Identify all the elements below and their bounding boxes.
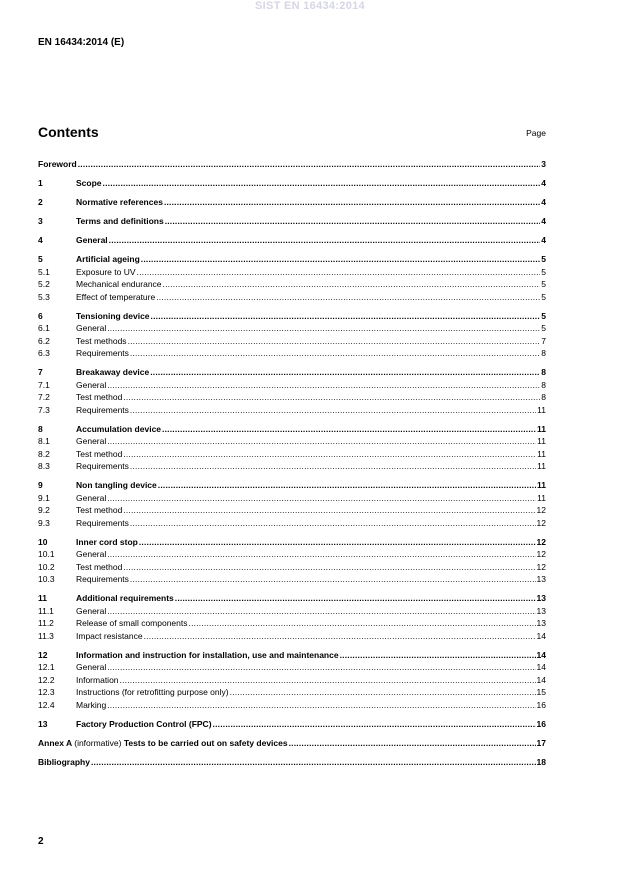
toc-entry[interactable] [38, 403, 546, 415]
toc-entry-page: 13 [536, 574, 546, 584]
table-of-contents [38, 0, 546, 877]
toc-entry-page: 4 [541, 216, 546, 226]
toc-entry-title: Requirements [76, 404, 129, 415]
toc-entry-title: Requirements [76, 574, 129, 584]
page-column-label: Page [526, 128, 546, 138]
toc-entry-title: Factory Production Control (FPC) [76, 718, 212, 729]
toc-entry-page: 14 [536, 662, 546, 672]
toc-entry[interactable] [38, 459, 546, 471]
toc-leader-dots [130, 348, 540, 358]
toc-entry[interactable] [38, 535, 546, 547]
toc-entry-number: 6.1 [38, 323, 50, 333]
toc-leader-dots [130, 518, 536, 528]
toc-entry-title: General [76, 549, 107, 559]
toc-entry-title: General [76, 662, 107, 672]
toc-entry-title: General [76, 492, 107, 503]
toc-leader-dots [141, 254, 541, 264]
toc-entry-page: 14 [536, 630, 546, 641]
toc-entry-page: 5 [541, 266, 546, 277]
toc-entry-number: 7 [38, 367, 43, 377]
toc-entry[interactable] [38, 252, 546, 264]
toc-entry-page: 13 [536, 605, 546, 616]
toc-entry-title: Breakaway device [76, 367, 150, 377]
toc-entry-title: Accumulation device [76, 423, 162, 434]
toc-entry-number: 9.2 [38, 505, 50, 515]
toc-entry[interactable] [38, 516, 546, 528]
toc-entry-title: Release of small components [76, 618, 188, 628]
toc-entry-page: 15 [536, 687, 546, 697]
toc-leader-dots [123, 505, 535, 515]
toc-leader-dots [213, 719, 536, 729]
toc-entry-page: 16 [536, 718, 546, 729]
toc-entry-title: General [76, 235, 108, 245]
toc-leader-dots [107, 606, 535, 616]
toc-entry-number: 5 [38, 254, 43, 264]
toc-leader-dots [107, 549, 535, 559]
toc-leader-dots [289, 738, 536, 748]
toc-entry-page: 13 [536, 618, 546, 628]
toc-entry-number: 4 [38, 235, 43, 245]
toc-entry-number: 11 [38, 593, 47, 603]
toc-entry[interactable] [38, 698, 546, 710]
toc-entry-number: 2 [38, 197, 43, 207]
contents-title: Contents [38, 124, 99, 140]
toc-entry-number: 8.1 [38, 436, 50, 446]
toc-entry-number: 10.2 [38, 561, 55, 572]
toc-entry-page: 5 [541, 323, 546, 333]
toc-entry-page: 8 [541, 379, 546, 390]
toc-entry-page: 4 [541, 235, 546, 245]
toc-entry[interactable] [38, 265, 546, 277]
toc-entry-page: 12 [536, 549, 546, 559]
toc-entry[interactable] [38, 195, 546, 207]
toc-entry-page: 11 [537, 461, 546, 471]
toc-leader-dots [107, 436, 536, 446]
toc-entry-title: Exposure to UV [76, 266, 136, 277]
toc-entry[interactable] [38, 660, 546, 672]
toc-leader-dots [123, 392, 540, 402]
toc-entry[interactable] [38, 491, 546, 503]
toc-entry-page: 5 [541, 279, 546, 289]
toc-entry-page: 11 [537, 448, 546, 459]
toc-entry-number: 10 [38, 536, 48, 547]
toc-leader-dots [123, 449, 536, 459]
toc-entry-number: 9.1 [38, 492, 50, 503]
toc-entry-title [38, 738, 288, 748]
toc-entry[interactable] [38, 157, 546, 169]
toc-leader-dots [107, 662, 535, 672]
toc-entry[interactable] [38, 176, 546, 188]
toc-entry-page: 12 [536, 536, 546, 547]
toc-entry[interactable] [38, 309, 546, 321]
toc-entry-number: 5.1 [38, 266, 50, 277]
page-number: 2 [38, 836, 44, 847]
toc-entry-page: 12 [536, 561, 546, 572]
toc-entry[interactable] [38, 447, 546, 459]
toc-entry-number: 5.2 [38, 279, 50, 289]
toc-entry-number: 11.3 [38, 630, 54, 641]
toc-entry-page: 17 [536, 737, 546, 748]
toc-entry-number: 5.3 [38, 291, 50, 302]
toc-entry[interactable] [38, 547, 546, 559]
toc-entry-number: 12.4 [38, 699, 55, 710]
toc-entry-title: Terms and definitions [76, 216, 164, 226]
toc-entry-title: Requirements [76, 461, 129, 471]
toc-entry-page: 5 [541, 254, 546, 264]
toc-entry-page: 4 [541, 178, 546, 188]
toc-entry[interactable] [38, 378, 546, 390]
toc-leader-dots [165, 216, 541, 226]
toc-entry-title: Tensioning device [76, 310, 150, 321]
toc-entry-number: 8 [38, 423, 43, 434]
toc-leader-dots [137, 267, 541, 277]
toc-entry[interactable] [38, 616, 546, 628]
toc-entry[interactable] [38, 736, 546, 748]
toc-entry[interactable] [38, 629, 546, 641]
toc-entry-number: 10.1 [38, 549, 55, 559]
toc-leader-dots [163, 279, 541, 289]
toc-entry[interactable] [38, 290, 546, 302]
toc-leader-dots [144, 631, 536, 641]
toc-entry-number: 12.2 [38, 674, 55, 685]
toc-entry[interactable] [38, 717, 546, 729]
annex-title: Tests to be carried out on safety devices [123, 737, 288, 748]
toc-entry-title: Normative references [76, 197, 163, 207]
toc-entry-number: 11.1 [38, 605, 54, 616]
toc-leader-dots [151, 311, 541, 321]
toc-entry-number: 6 [38, 310, 43, 321]
toc-leader-dots [162, 424, 536, 434]
toc-entry-page: 8 [541, 348, 546, 358]
toc-entry-page: 5 [541, 310, 546, 321]
toc-entry-title: Marking [76, 699, 107, 710]
toc-entry-number: 13 [38, 718, 48, 729]
toc-entry-title: Requirements [76, 348, 129, 358]
toc-entry-title: Mechanical endurance [76, 279, 162, 289]
toc-leader-dots [103, 178, 541, 188]
toc-entry-page: 5 [541, 291, 546, 302]
toc-entry-title: Information and instruction for installation, use and maintenance [76, 649, 339, 660]
toc-entry-number: 9.3 [38, 517, 50, 528]
toc-leader-dots [91, 757, 536, 767]
toc-entry[interactable] [38, 648, 546, 660]
toc-leader-dots [150, 367, 540, 377]
toc-entry[interactable] [38, 214, 546, 226]
toc-entry-page: 4 [541, 197, 546, 207]
toc-entry-title: Non tangling device [76, 480, 157, 490]
toc-leader-dots [107, 323, 540, 333]
toc-entry[interactable] [38, 591, 546, 603]
toc-entry-title: Artificial ageing [76, 254, 140, 264]
toc-leader-dots [128, 336, 541, 346]
toc-entry-title: Instructions (for retrofitting purpose only) [76, 687, 229, 697]
toc-entry-page: 12 [536, 517, 546, 528]
toc-entry[interactable] [38, 321, 546, 333]
toc-entry-title: Test methods [76, 335, 127, 346]
toc-entry-number: 12 [38, 649, 48, 660]
toc-leader-dots [189, 618, 536, 628]
toc-entry[interactable] [38, 673, 546, 685]
toc-entry-title: General [76, 379, 107, 390]
toc-entry-title: Inner cord stop [76, 536, 138, 547]
toc-leader-dots [340, 650, 536, 660]
toc-entry[interactable] [38, 755, 546, 767]
toc-entry-number: 7.2 [38, 392, 50, 402]
toc-entry-page: 11 [537, 492, 546, 503]
toc-leader-dots [130, 574, 536, 584]
toc-entry[interactable] [38, 365, 546, 377]
toc-entry[interactable] [38, 233, 546, 245]
toc-leader-dots [78, 159, 541, 169]
toc-entry-number: 7.3 [38, 404, 50, 415]
toc-entry-title: Requirements [76, 517, 129, 528]
toc-entry-page: 13 [536, 593, 546, 603]
toc-entry-title: Bibliography [38, 756, 90, 767]
toc-entry-page: 14 [536, 649, 546, 660]
toc-entry-page: 11 [537, 436, 546, 446]
toc-entry-number: 6.3 [38, 348, 50, 358]
toc-entry-title: Scope [76, 178, 102, 188]
toc-entry[interactable] [38, 390, 546, 402]
document-id: EN 16434:2014 (E) [38, 37, 125, 48]
toc-leader-dots [164, 197, 540, 207]
toc-leader-dots [156, 292, 540, 302]
toc-leader-dots [120, 675, 536, 685]
toc-entry-number: 6.2 [38, 335, 50, 346]
toc-entry-page: 14 [536, 674, 546, 685]
toc-entry-page: 7 [541, 335, 546, 346]
toc-entry-page: 11 [537, 404, 546, 415]
toc-entry-title: Test method [76, 392, 123, 402]
toc-entry-page: 8 [541, 367, 546, 377]
toc-leader-dots [130, 405, 536, 415]
toc-entry-title: General [76, 436, 107, 446]
toc-entry-page: 11 [537, 480, 546, 490]
toc-entry-number: 12.1 [38, 662, 55, 672]
toc-entry[interactable] [38, 685, 546, 697]
toc-entry-number: 3 [38, 216, 43, 226]
toc-entry-page: 16 [536, 699, 546, 710]
toc-entry-title: General [76, 323, 107, 333]
toc-leader-dots [107, 700, 535, 710]
toc-entry-number: 9 [38, 480, 43, 490]
toc-entry-number: 8.3 [38, 461, 50, 471]
toc-entry-number: 10.3 [38, 574, 55, 584]
watermark: SIST EN 16434:2014 [255, 0, 365, 12]
toc-entry-title: Test method [76, 561, 123, 572]
toc-entry-title: General [76, 605, 107, 616]
toc-entry-page: 11 [537, 423, 546, 434]
toc-entry-title: Foreword [38, 159, 77, 169]
annex-label: Annex A [38, 737, 72, 748]
toc-entry-title: Impact resistance [76, 630, 143, 641]
toc-leader-dots [158, 480, 536, 490]
toc-entry[interactable] [38, 346, 546, 358]
toc-entry[interactable] [38, 572, 546, 584]
toc-entry-page: 3 [541, 159, 546, 169]
toc-leader-dots [123, 562, 535, 572]
toc-entry[interactable] [38, 560, 546, 572]
toc-entry-number: 7.1 [38, 379, 50, 390]
toc-entry[interactable] [38, 334, 546, 346]
toc-entry[interactable] [38, 434, 546, 446]
annex-note: (informative) [74, 737, 122, 748]
toc-entry[interactable] [38, 478, 546, 490]
toc-leader-dots [139, 537, 536, 547]
toc-entry-page: 12 [536, 505, 546, 515]
toc-leader-dots [107, 380, 540, 390]
toc-entry-title: Additional requirements [76, 593, 174, 603]
toc-entry-title: Information [76, 674, 119, 685]
toc-entry-number: 11.2 [38, 618, 54, 628]
toc-entry[interactable] [38, 604, 546, 616]
toc-entry-title: Effect of temperature [76, 291, 156, 302]
toc-entry[interactable] [38, 422, 546, 434]
toc-entry[interactable] [38, 503, 546, 515]
toc-entry-number: 1 [38, 178, 43, 188]
toc-entry-title: Test method [76, 505, 123, 515]
toc-leader-dots [107, 493, 536, 503]
toc-entry-number: 8.2 [38, 448, 50, 459]
toc-entry-number: 12.3 [38, 687, 55, 697]
toc-leader-dots [230, 687, 536, 697]
toc-leader-dots [109, 235, 541, 245]
toc-entry[interactable] [38, 277, 546, 289]
toc-entry-page: 18 [536, 756, 546, 767]
toc-entry-page: 8 [541, 392, 546, 402]
toc-entry-title: Test method [76, 448, 123, 459]
toc-leader-dots [130, 461, 536, 471]
toc-leader-dots [175, 593, 536, 603]
